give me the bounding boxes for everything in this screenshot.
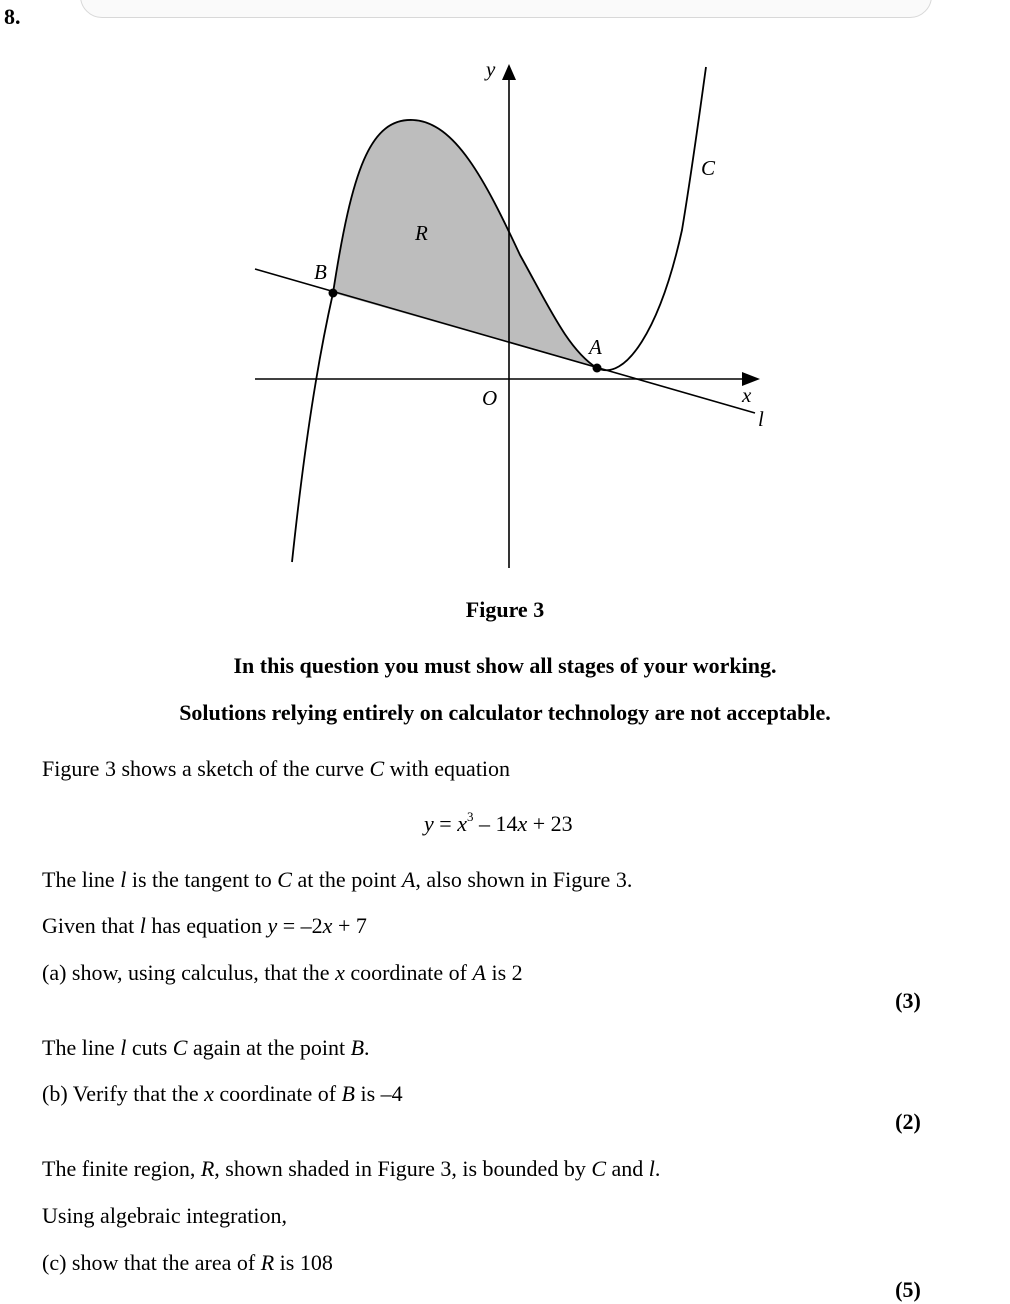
region-text: The finite region, R, shown shaded in Figure 3, is bounded by C and l. bbox=[42, 1156, 661, 1181]
point-b-label: B bbox=[314, 260, 327, 284]
part-c: (c) show that the area of R is 108 bbox=[42, 1250, 333, 1275]
x-axis-label: x bbox=[742, 383, 752, 407]
question-number: 8. bbox=[4, 4, 21, 29]
curve-c-label: C bbox=[701, 156, 716, 180]
integration-text: Using algebraic integration, bbox=[42, 1203, 287, 1228]
y-axis-label: y bbox=[486, 57, 496, 81]
cuts-text: The line l cuts C again at the point B. bbox=[42, 1035, 370, 1060]
part-c-marks: (5) bbox=[895, 1277, 921, 1302]
part-a-marks: (3) bbox=[895, 988, 921, 1013]
line-l-label: l bbox=[758, 407, 764, 431]
part-a: (a) show, using calculus, that the x coordinate of A is 2 bbox=[42, 960, 523, 985]
point-a-label: A bbox=[589, 335, 602, 359]
given-text: Given that l has equation y = –2x + 7 bbox=[42, 913, 367, 938]
instruction-calculator: Solutions relying entirely on calculator technology are not acceptable. bbox=[179, 700, 831, 725]
point-a bbox=[593, 364, 602, 373]
region-r bbox=[333, 120, 597, 368]
intro-text: Figure 3 shows a sketch of the curve C with equation bbox=[42, 756, 511, 781]
origin-label: O bbox=[482, 386, 498, 410]
region-r-label: R bbox=[415, 221, 428, 245]
instruction-working: In this question you must show all stages of your working. bbox=[233, 653, 777, 678]
part-b-marks: (2) bbox=[895, 1109, 921, 1134]
figure-3 bbox=[0, 0, 1010, 600]
curve-equation: $y = x^3 - 14x + 23$ bbox=[424, 809, 573, 836]
part-b: (b) Verify that the x coordinate of B is –4 bbox=[42, 1081, 403, 1106]
tangent-text: The line l is the tangent to C at the point A, also shown in Figure 3. bbox=[42, 867, 633, 892]
figure-caption: Figure 3 bbox=[465, 597, 545, 622]
point-b bbox=[329, 289, 338, 298]
y-axis-arrow bbox=[502, 64, 516, 80]
